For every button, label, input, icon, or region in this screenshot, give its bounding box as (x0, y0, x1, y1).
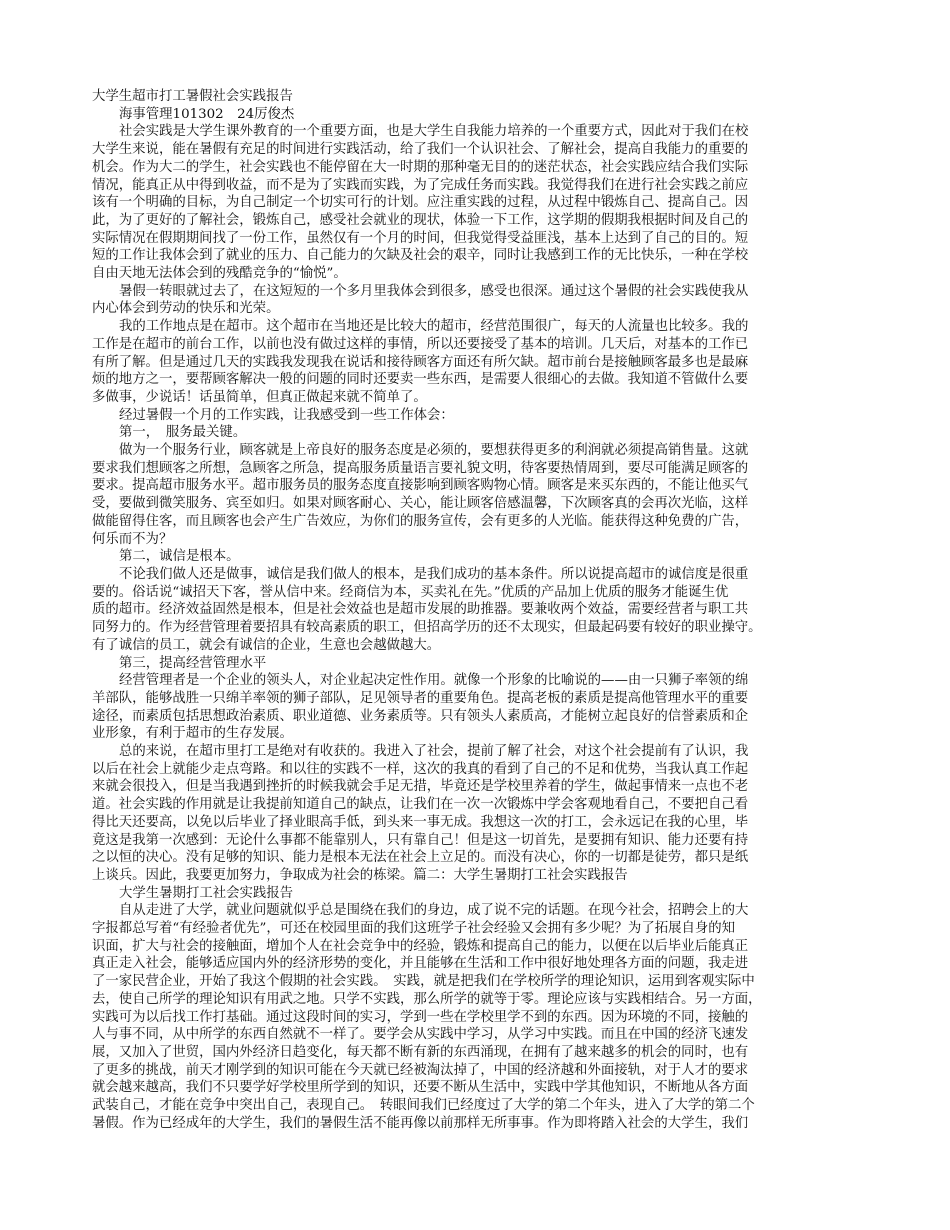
text-line: 之以恒的决心。没有足够的知识、能力是根本无法在社会上立足的。而没有决心，你的一切都是徒劳，都只是纸 (92, 850, 749, 866)
text-line: 途径，而素质包括思想政治素质、职业道德、业务素质等。只有领头人素质高，才能树立起良好的信誉素质和企 (92, 708, 749, 724)
text-line: 短的工作让我体会到了就业的压力、自己能力的欠缺及社会的艰辛，同时让我感到工作的无比快乐，一种在学校 (92, 248, 749, 264)
text-line: 做能留得住客，而且顾客也会产生广告效应，为你们的服务宣传，会有更多的人光临。能获得这种免费的广告， (92, 513, 749, 529)
text-line: 经过暑假一个月的工作实践，让我感受到一些工作体会： (119, 407, 454, 423)
text-line: 字报都总写着“有经验者优先”，可还在校园里面的我们这班学子社会经验又会拥有多少呢？为了拓展自身的知 (92, 921, 736, 937)
text-line: 实际情况在假期期间找了一份工作，虽然仅有一个月的时间，但我觉得受益匪浅，基本上达到了自己的目的。短 (92, 230, 749, 246)
text-line: 大学生来说，能在暑假有充足的时间进行实践活动，给了我们一个认识社会、了解社会，提高自我能力的重要的 (92, 142, 749, 158)
text-line: 有所了解。但是通过几天的实践我发现我在说话和接待顾客方面还有所欠缺。超市前台是接触顾客最多也是最麻 (92, 354, 749, 370)
text-line: 不论我们做人还是做事，诚信是我们做人的根本，是我们成功的基本条件。所以说提高超市的诚信度是很重 (119, 566, 749, 582)
text-line: 就会越来越高，我们不只要学好学校里所学到的知识，还要不断从生活中，实践中学其他知识，不断地从各方面 (92, 1080, 749, 1096)
text-line: 工作是在超市的前台工作，以前也没有做过这样的事情，所以还要接受了基本的培训。几天后，对基本的工作已 (92, 336, 749, 352)
text-line: 羊部队，能够战胜一只绵羊率领的狮子部队，足见领导者的重要角色。提高老板的素质是提高他管理水平的重要 (92, 690, 749, 706)
text-line: 该有一个明确的目标，为自己制定一个切实可行的计划。应注重实践的过程，从过程中锻炼自己、提高自己。因 (92, 195, 749, 211)
text-line: 第一， 服务最关键。 (119, 425, 247, 441)
text-line: 情况，能真正从中得到收益，而不是为了实践而实践，为了完成任务而实践。我觉得我们在进行社会实践之前应 (92, 177, 749, 193)
text-line: 同努力的。作为经营管理着要招具有较高素质的职工，但招高学历的还不太现实，但最起码要有较好的职业操守。 (92, 620, 762, 636)
text-line: 识面，扩大与社会的接触面，增加个人在社会竞争中的经验，锻炼和提高自己的能力，以便在以后毕业后能真正 (92, 938, 749, 954)
text-line: 自从走进了大学，就业问题就似乎总是围绕在我们的身边，成了说不完的话题。在现今社会，招聘会上的大 (119, 903, 749, 919)
text-line: 此，为了更好的了解社会，锻炼自己，感受社会就业的现状，体验一下工作，这学期的假期我根据时间及自己的 (92, 212, 749, 228)
text-line: 第三，提高经营管理水平 (119, 655, 267, 671)
text-line: 要求。提高超市服务水平。超市服务员的服务态度直接影响到顾客购物心情。顾客是来买东西的，不能让他买气 (92, 478, 749, 494)
document-title: 大学生超市打工暑假社会实践报告 (92, 89, 293, 104)
text-line: 我的工作地点是在超市。这个超市在当地还是比较大的超市，经营范围很广，每天的人流量也比较多。我的 (119, 319, 749, 335)
text-line: 总的来说，在超市里打工是绝对有收获的。我进入了社会，提前了解了社会，对这个社会提前有了认识，我 (119, 744, 749, 760)
text-line: 第二，诚信是根本。 (119, 549, 240, 565)
text-line: 经营管理者是一个企业的领头人，对企业起决定性作用。就像一个形象的比喻说的——由一只狮子率领的绵 (119, 673, 749, 689)
text-line: 要求我们想顾客之所想，急顾客之所急，提高服务质量语言要礼貌文明，待客要热情周到，要尽可能满足顾客的 (92, 460, 749, 476)
text-line: 真正走入社会，能够适应国内外的经济形势的变化，并且能够在生活和工作中很好地处理各方面的问题，我走进 (92, 956, 749, 972)
text-line: 道。社会实践的作用就是让我提前知道自己的缺点，让我们在一次一次锻炼中学会客观地看自己，不要把自己看 (92, 797, 749, 813)
text-line: 烦的地方之一，要帮顾客解决一般的问题的同时还要卖一些东西，是需要人很细心的去做。我知道不管做什么要 (92, 372, 749, 388)
text-line: 实践可为以后找工作打基础。通过这段时间的实习，学到一些在学校里学不到的东西。因为环境的不同，接触的 (92, 1009, 749, 1025)
text-line: 竟这是我第一次感到：无论什么事都不能靠别人，只有靠自己！但是这一切首先，是要拥有知识、能力还要有持 (92, 832, 749, 848)
text-line: 上谈兵。因此，我要更加努力，争取成为社会的栋梁。篇二：大学生暑期打工社会实践报告 (92, 867, 628, 883)
text-line: 有了诚信的员工，就会有诚信的企业，生意也会越做越大。 (92, 637, 441, 653)
text-line: 暑假一转眼就过去了，在这短短的一个多月里我体会到很多，感受也很深。通过这个暑假的社会实践使我从 (119, 283, 749, 299)
text-line: 以后在社会上就能少走点弯路。和以往的实践不一样，这次的我真的看到了自己的不足和优势，当我认真工作起 (92, 761, 749, 777)
text-line: 大学生暑期打工社会实践报告 (119, 885, 294, 901)
text-line: 何乐而不为？ (92, 531, 173, 547)
text-line: 内心体会到劳动的快乐和光荣。 (92, 301, 280, 317)
text-line: 了更多的挑战，前天才刚学到的知识可能在今天就已经被淘汰掉了，中国的经济越和外面接轨，对于人才的要求 (92, 1062, 749, 1078)
text-line: 要的。俗话说“诚招天下客，誉从信中来。经商信为本，买卖礼在先。”优质的产品加上优质的服务才能诞生优 (92, 584, 729, 600)
text-line: 社会实践是大学生课外教育的一个重要方面，也是大学生自我能力培养的一个重要方式，因此对于我们在校 (119, 124, 749, 140)
text-line: 多做事，少说话！话虽简单，但真正做起来就不简单了。 (92, 389, 427, 405)
text-line: 机会。作为大二的学生，社会实践也不能停留在大一时期的那种毫无目的的迷茫状态，社会实践应结合我们实际 (92, 159, 749, 175)
text-line: 来就会很投入，但是当我遇到挫折的时候我就会手足无措，毕竟还是学校里养着的学生，做起事情来一点也不老 (92, 779, 749, 795)
text-line: 武装自己，才能在竞争中突出自己，表现自己。 转眼间我们已经度过了大学的第二个年头，进入了大学的第二个 (92, 1098, 755, 1114)
text-line: 自由天地无法体会到的残酷竞争的“愉悦”。 (92, 266, 347, 282)
text-line: 海事管理101302 24厉俊杰 (119, 106, 295, 122)
text-line: 暑假。作为已经成年的大学生，我们的暑假生活不能再像以前那样无所事事。作为即将踏入社会的大学生，我们 (92, 1115, 749, 1131)
text-line: 受，要做到微笑服务、宾至如归。如果对顾客耐心、关心，能让顾客倍感温馨，下次顾客真的会再次光临，这样 (92, 496, 749, 512)
text-line: 得比天还要高，以免以后毕业了择业眼高手低，到头来一事无成。我想这一次的打工，会永远记在我的心里，毕 (92, 814, 749, 830)
text-line: 去，使自己所学的理论知识有用武之地。只学不实践，那么所学的就等于零。理论应该与实践相结合。另一方面， (92, 991, 762, 1007)
text-line: 了一家民营企业，开始了我这个假期的社会实践。 实践，就是把我们在学校所学的理论知识，运用到客观实际中 (92, 974, 755, 990)
text-line: 业形象，有利于超市的生存发展。 (92, 726, 293, 742)
text-line: 展，又加入了世贸，国内外经济日趋变化，每天都不断有新的东西涌现，在拥有了越来越多的机会的同时，也有 (92, 1044, 749, 1060)
text-line: 质的超市。经济效益固然是根本，但是社会效益也是超市发展的助推器。要兼收两个效益，需要经营者与职工共 (92, 602, 749, 618)
text-line: 做为一个服务行业，顾客就是上帝良好的服务态度是必须的，要想获得更多的利润就必须提高销售量。这就 (119, 443, 749, 459)
text-line: 人与事不同，从中所学的东西自然就不一样了。要学会从实践中学习，从学习中实践。而且在中国的经济飞速发 (92, 1027, 749, 1043)
